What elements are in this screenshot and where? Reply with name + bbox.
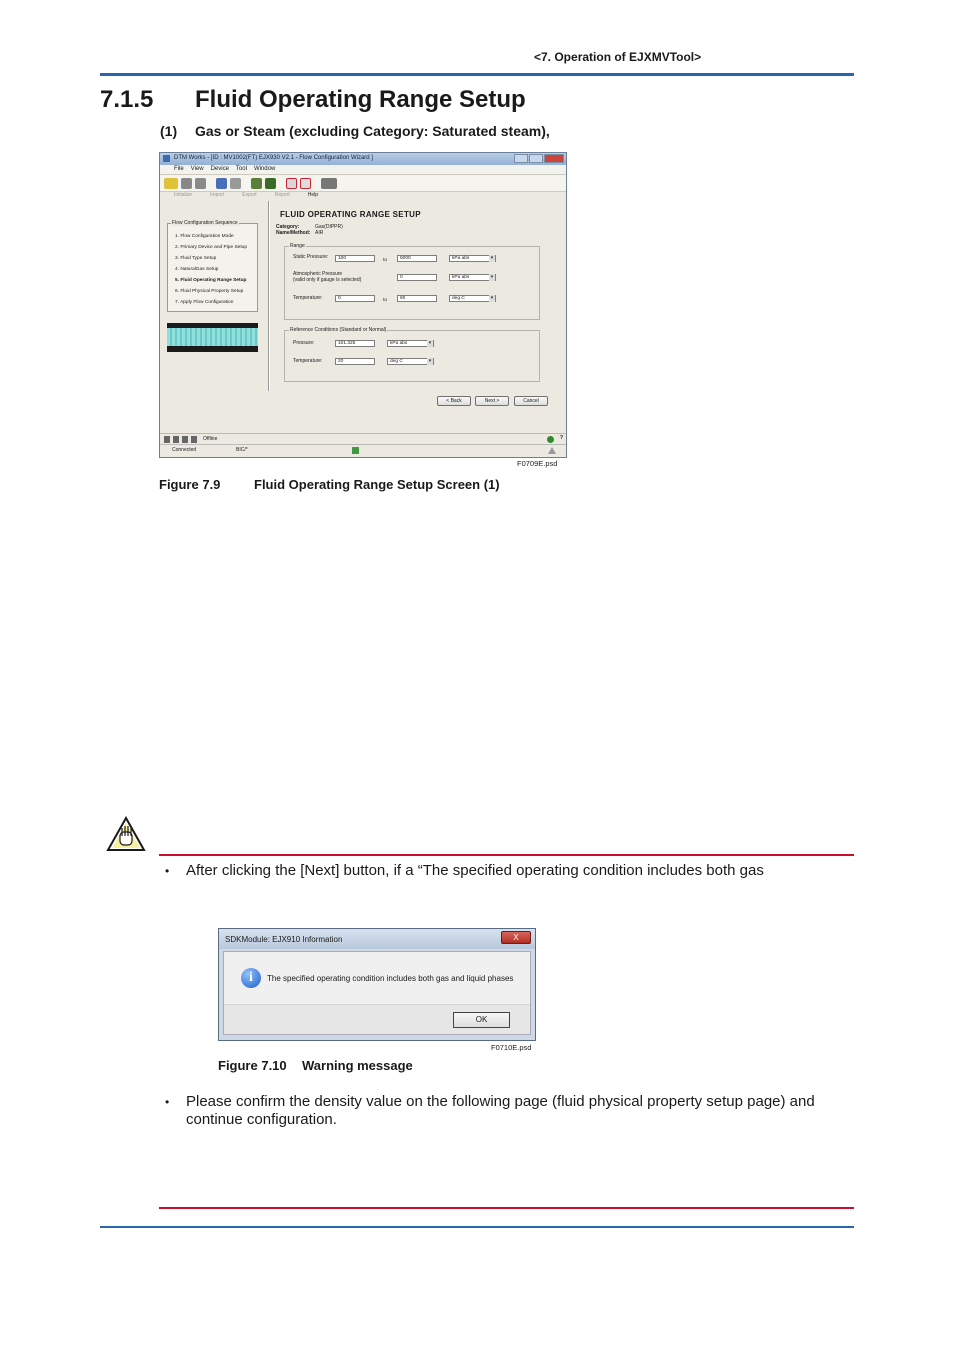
close-icon[interactable]: [544, 154, 564, 163]
to-label: to: [383, 298, 388, 303]
note-bullet-2: [165, 1093, 854, 1129]
note-top-rule: [159, 854, 854, 856]
figure2-title: Warning message: [302, 1058, 413, 1073]
reference-conditions-group: [284, 327, 540, 382]
note-bottom-rule: [159, 1207, 854, 1209]
dialog-close-button[interactable]: X: [501, 931, 531, 944]
next-button[interactable]: Next >: [475, 396, 509, 406]
chapter-header: <7. Operation of EJXMVTool>: [534, 50, 702, 64]
atmospheric-unit-select[interactable]: kPa abs ▾: [449, 274, 496, 281]
menu-device[interactable]: Device: [210, 166, 229, 172]
sequence-item: 7. Apply Flow Configuration: [175, 300, 234, 305]
name-label: Name/Method:: [276, 230, 311, 236]
device-image: [167, 323, 258, 352]
sequence-item: 4. NaturalGas Setup: [175, 267, 219, 272]
report-label: Report: [274, 192, 290, 198]
figure2-filename: F0710E.psd: [491, 1043, 532, 1052]
help-icon[interactable]: ?: [559, 435, 563, 441]
temperature-label: Temperature:: [293, 295, 323, 301]
tag2-icon[interactable]: [265, 178, 276, 189]
range-legend: Range: [290, 243, 305, 249]
static-pressure-from-input[interactable]: 100: [335, 255, 375, 262]
figure1-filename: F0709E.psd: [517, 459, 558, 468]
sequence-item: 1. Flow Configuration Mode: [175, 234, 234, 239]
upload-icon[interactable]: [195, 178, 206, 189]
figure1-caption: [159, 477, 500, 492]
ok-button[interactable]: OK: [453, 1012, 510, 1028]
dialog-titlebar: [219, 929, 535, 949]
tag-icon[interactable]: [251, 178, 262, 189]
figure2-caption: [218, 1058, 413, 1073]
toolbar-labels: [160, 192, 566, 201]
help-label: Help: [307, 192, 319, 198]
flow-sequence-panel: [167, 220, 258, 312]
section-heading: [100, 86, 526, 114]
information-dialog: [218, 928, 536, 1041]
temperature-to-input[interactable]: 60: [397, 295, 437, 302]
sequence-item: 6. Fluid Physical Property Setup: [175, 289, 244, 294]
category-value: Gas(DIPPR): [315, 224, 343, 230]
dtm-works-window: [159, 152, 567, 458]
category-label: Category:: [276, 224, 300, 230]
figure1-title: Fluid Operating Range Setup Screen (1): [254, 477, 500, 492]
bullet-marker: •: [165, 1095, 170, 1109]
toolbar: [160, 175, 566, 192]
subsection-number: (1): [160, 123, 178, 139]
window-titlebar: [160, 153, 566, 165]
dialog-message: The specified operating condition includes both gas and liquid phases: [267, 974, 514, 983]
back-button[interactable]: < Back: [437, 396, 471, 406]
status-indicator-icon: [352, 447, 359, 454]
sequence-item: 3. Fluid Type Setup: [175, 256, 217, 261]
atmospheric-note: (valid only if gauge is selected): [293, 277, 362, 283]
sequence-legend: Flow Configuration Sequence: [172, 220, 238, 226]
reference-temperature-input[interactable]: 20: [335, 358, 375, 365]
section-number: 7.1.5: [100, 86, 154, 113]
figure2-label: Figure 7.10: [218, 1058, 287, 1073]
report-icon[interactable]: [286, 178, 297, 189]
connect-icon[interactable]: [164, 178, 178, 189]
status-bar-mode: [160, 433, 566, 444]
import-label: Import: [210, 192, 225, 198]
header-rule: [100, 73, 854, 76]
window-title: DTM Works - [ID : MV1002(FT) EJX930 V2.1 - Flow Configuration Wizard ]: [174, 155, 373, 161]
form-title: FLUID OPERATING RANGE SETUP: [280, 210, 421, 219]
info-icon: i: [241, 968, 261, 988]
range-group: [284, 243, 540, 320]
device-icon[interactable]: [181, 178, 192, 189]
menu-tool[interactable]: Tool: [235, 166, 247, 172]
compare-icon[interactable]: [230, 178, 241, 189]
status-connection: Connected: [172, 447, 197, 453]
atmospheric-pressure-input[interactable]: 0: [397, 274, 437, 281]
subsection-title: Gas or Steam (excluding Category: Saturated steam),: [195, 123, 550, 139]
menu-view[interactable]: View: [190, 166, 204, 172]
menu-bar: [160, 165, 566, 175]
window-controls: [514, 154, 564, 163]
note-bullet-1: [165, 862, 854, 880]
reference-legend: Reference Conditions (Standard or Normal): [290, 327, 387, 333]
app-icon: [163, 155, 170, 162]
status-mode: Offline: [203, 436, 218, 442]
static-pressure-to-input[interactable]: 5000: [397, 255, 437, 262]
category-info: [276, 224, 343, 236]
temperature-unit-select[interactable]: deg C ▾: [449, 295, 496, 302]
warning-icon: [548, 447, 556, 454]
temperature-from-input[interactable]: 0: [335, 295, 375, 302]
reference-pressure-label: Pressure:: [293, 340, 315, 346]
static-pressure-label: Static Pressure:: [293, 254, 329, 260]
footer-rule: [100, 1226, 854, 1228]
initialize-label: Initialize: [174, 192, 193, 198]
online-status-icon: [547, 436, 554, 443]
bullet-marker: •: [165, 864, 170, 878]
export-label: Export: [242, 192, 257, 198]
reference-temperature-label: Temperature:: [293, 358, 323, 364]
note-bullet-2-text: Please confirm the density value on the following page (fluid physical property setup page) and continue configuration.: [186, 1093, 815, 1128]
status-user: BIC/*: [236, 447, 248, 453]
reference-temperature-unit-select[interactable]: deg C ▾: [387, 358, 434, 365]
name-value: AIR: [315, 230, 324, 236]
static-pressure-unit-select[interactable]: kPa abs ▾: [449, 255, 496, 262]
dialog-title: SDKModule: EJX910 Information: [225, 935, 343, 944]
reference-pressure-unit-select[interactable]: kPa abs ▾: [387, 340, 434, 347]
cancel-button[interactable]: Cancel: [514, 396, 548, 406]
download-icon[interactable]: [216, 178, 227, 189]
menu-file[interactable]: File: [174, 166, 184, 172]
minimize-icon[interactable]: [514, 154, 528, 163]
figure1-label: Figure 7.9: [159, 477, 221, 492]
export-icon[interactable]: [300, 178, 311, 189]
atmospheric-pressure-label: Atmospheric Pressure: [293, 271, 343, 277]
menu-window[interactable]: Window: [253, 166, 276, 172]
sequence-item: 2. Primary Device and Pipe Setup: [175, 245, 247, 250]
sequence-item-current: 5. Fluid Operating Range Setup: [175, 278, 247, 283]
status-bar-connection: [160, 444, 566, 455]
caution-hand-icon: [106, 816, 146, 852]
reference-pressure-input[interactable]: 101.325: [335, 340, 375, 347]
dialog-body: [223, 951, 531, 1035]
note-bullet-1-text: After clicking the [Next] button, if a “The specified operating condition includes both gas: [186, 862, 764, 879]
section-title: Fluid Operating Range Setup: [195, 86, 526, 113]
status-icons: [164, 436, 198, 443]
maximize-icon[interactable]: [529, 154, 543, 163]
print-icon[interactable]: [321, 178, 337, 189]
to-label: to: [383, 258, 388, 263]
subsection-heading: [160, 123, 550, 139]
panel-divider: [268, 201, 270, 391]
